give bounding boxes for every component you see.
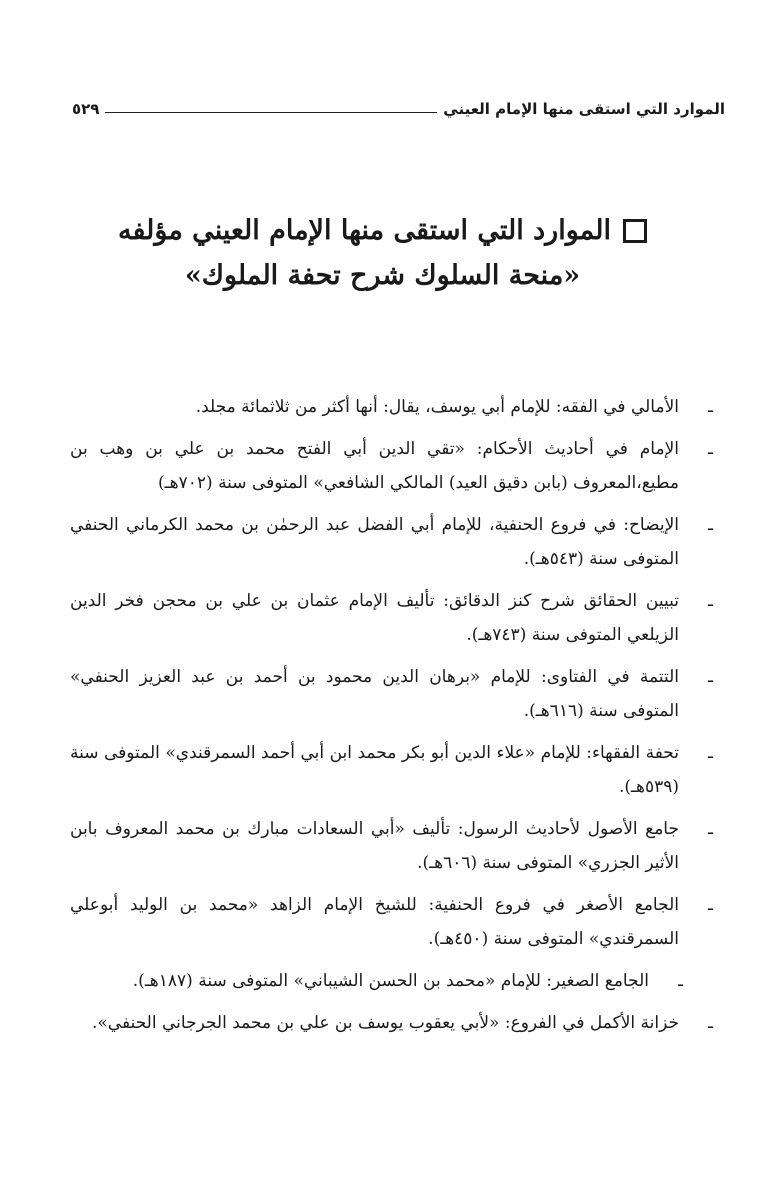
header-rule <box>105 112 437 113</box>
chapter-title-line-1 <box>60 208 705 254</box>
dash-bullet: ـ <box>708 439 713 459</box>
list-item <box>70 432 713 500</box>
running-title: الموارد التي استقى منها الإمام العيني <box>443 100 725 118</box>
square-bullet-icon <box>623 219 647 243</box>
list-item-text: الإمام في أحاديث الأحكام: «تقي الدين أبي الفتح محمد بن علي بن وهب بن مطيع،المعروف (بابن دقيق العيد) المالكي الشافعي» المتوفى سنة (٧٠٢هـ) <box>70 439 679 493</box>
list-item <box>70 888 713 956</box>
list-item <box>70 390 713 424</box>
list-item <box>70 812 713 880</box>
source-list <box>70 390 713 1048</box>
list-item-text: الإيضاح: في فروع الحنفية، للإمام أبي الفضل عبد الرحمٰن بن محمد الكرماني الحنفي المتوفى سنة (٥٤٣هـ). <box>70 515 679 569</box>
dash-bullet: ـ <box>708 1013 713 1033</box>
list-item <box>70 964 713 998</box>
list-item <box>70 660 713 728</box>
list-item-text: الجامع الأصغر في فروع الحنفية: للشيخ الإمام الزاهد «محمد بن الوليد أبوعلي السمرقندي» المتوفى سنة (٤٥٠هـ). <box>70 895 679 949</box>
dash-bullet: ـ <box>708 819 713 839</box>
dash-bullet: ـ <box>708 397 713 417</box>
list-item-text: خزانة الأكمل في الفروع: «لأبي يعقوب يوسف بن علي بن محمد الجرجاني الحنفي». <box>92 1013 679 1033</box>
dash-bullet: ـ <box>708 895 713 915</box>
list-item-text: الأمالي في الفقه: للإمام أبي يوسف، يقال: أنها أكثر من ثلاثمائة مجلد. <box>195 397 679 417</box>
list-item-text: تحفة الفقهاء: للإمام «علاء الدين أبو بكر محمد ابن أبي أحمد السمرقندي» المتوفى سنة (٥٣٩هـ). <box>70 743 679 797</box>
list-item-text: الجامع الصغير: للإمام «محمد بن الحسن الشيباني» المتوفى سنة (١٨٧هـ). <box>132 971 649 991</box>
dash-bullet: ـ <box>678 971 683 991</box>
chapter-title-text: الموارد التي استقى منها الإمام العيني مؤلفه <box>118 215 611 246</box>
list-item-text: التتمة في الفتاوى: للإمام «برهان الدين محمود بن أحمد بن عبد العزيز الحنفي» المتوفى سنة (٦١٦هـ). <box>70 667 679 721</box>
dash-bullet: ـ <box>708 591 713 611</box>
dash-bullet: ـ <box>708 667 713 687</box>
list-item <box>70 736 713 804</box>
dash-bullet: ـ <box>708 515 713 535</box>
chapter-subtitle: «منحة السلوك شرح تحفة الملوك» <box>184 260 581 291</box>
chapter-title <box>60 208 705 298</box>
list-item <box>70 1006 713 1040</box>
page-number: ٥٢٩ <box>72 100 100 118</box>
list-item-text: تبيين الحقائق شرح كنز الدقائق: تأليف الإمام عثمان بن علي بن محجن فخر الدين الزيلعي المتوفى سنة (٧٤٣هـ). <box>70 591 679 645</box>
list-item-text: جامع الأصول لأحاديث الرسول: تأليف «أبي السعادات مبارك بن محمد المعروف بابن الأثير الجزري» المتوفى سنة (٦٠٦هـ). <box>70 819 679 873</box>
running-header <box>72 88 725 118</box>
list-item <box>70 584 713 652</box>
dash-bullet: ـ <box>708 743 713 763</box>
list-item <box>70 508 713 576</box>
